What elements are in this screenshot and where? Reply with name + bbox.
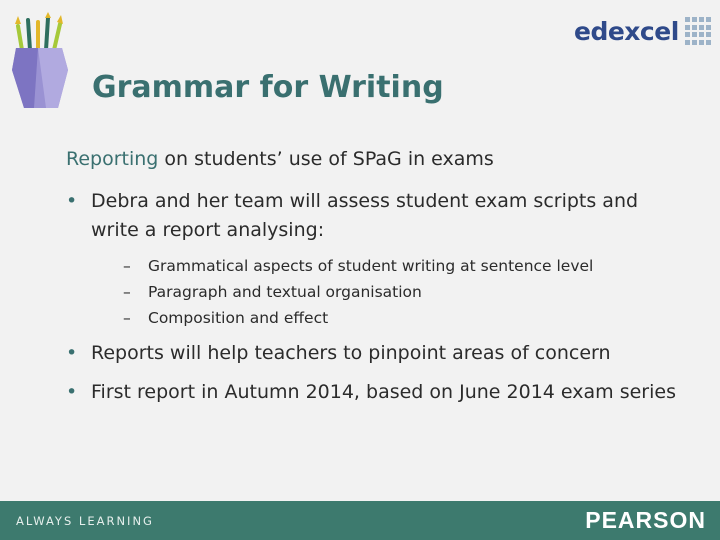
sub-bullet-text: Paragraph and textual organisation — [148, 283, 422, 301]
edexcel-logo — [574, 15, 713, 47]
sub-bullet-list — [91, 253, 686, 331]
bullet-item — [66, 339, 686, 368]
dash-icon: – — [123, 283, 131, 301]
dash-icon: – — [123, 309, 131, 327]
brand-name: edexcel — [574, 16, 679, 46]
bullet-item — [66, 378, 686, 407]
page-title: Grammar for Writing — [92, 70, 444, 105]
sub-bullet-text: Composition and effect — [148, 309, 329, 327]
sub-bullet-item — [123, 279, 686, 305]
bullet-dot-icon: • — [66, 190, 78, 212]
sub-bullet-item — [123, 253, 686, 279]
bullet-dot-icon: • — [66, 342, 78, 364]
sub-bullet-text: Grammatical aspects of student writing at sentence level — [148, 257, 594, 275]
bullet-list — [66, 187, 686, 407]
spacer — [66, 368, 686, 378]
bullet-text: Debra and her team will assess student exam scripts and write a report analysing: — [91, 190, 639, 241]
bullet-item — [66, 187, 686, 331]
subtitle-accent: Reporting — [66, 148, 159, 170]
subtitle — [66, 148, 494, 170]
dash-icon: – — [123, 257, 131, 275]
pencil-cup-icon — [8, 12, 70, 112]
bullet-text: First report in Autumn 2014, based on June 2014 exam series — [91, 381, 676, 403]
footer-tagline: ALWAYS LEARNING — [16, 514, 154, 528]
sub-bullet-item — [123, 305, 686, 331]
bullet-dot-icon: • — [66, 381, 78, 403]
subtitle-rest: on students’ use of SPaG in exams — [158, 148, 494, 170]
brand-dots-icon — [685, 17, 713, 45]
footer-bar — [0, 501, 720, 540]
bullet-text: Reports will help teachers to pinpoint areas of concern — [91, 342, 611, 364]
pearson-logo: PEARSON — [585, 507, 706, 533]
